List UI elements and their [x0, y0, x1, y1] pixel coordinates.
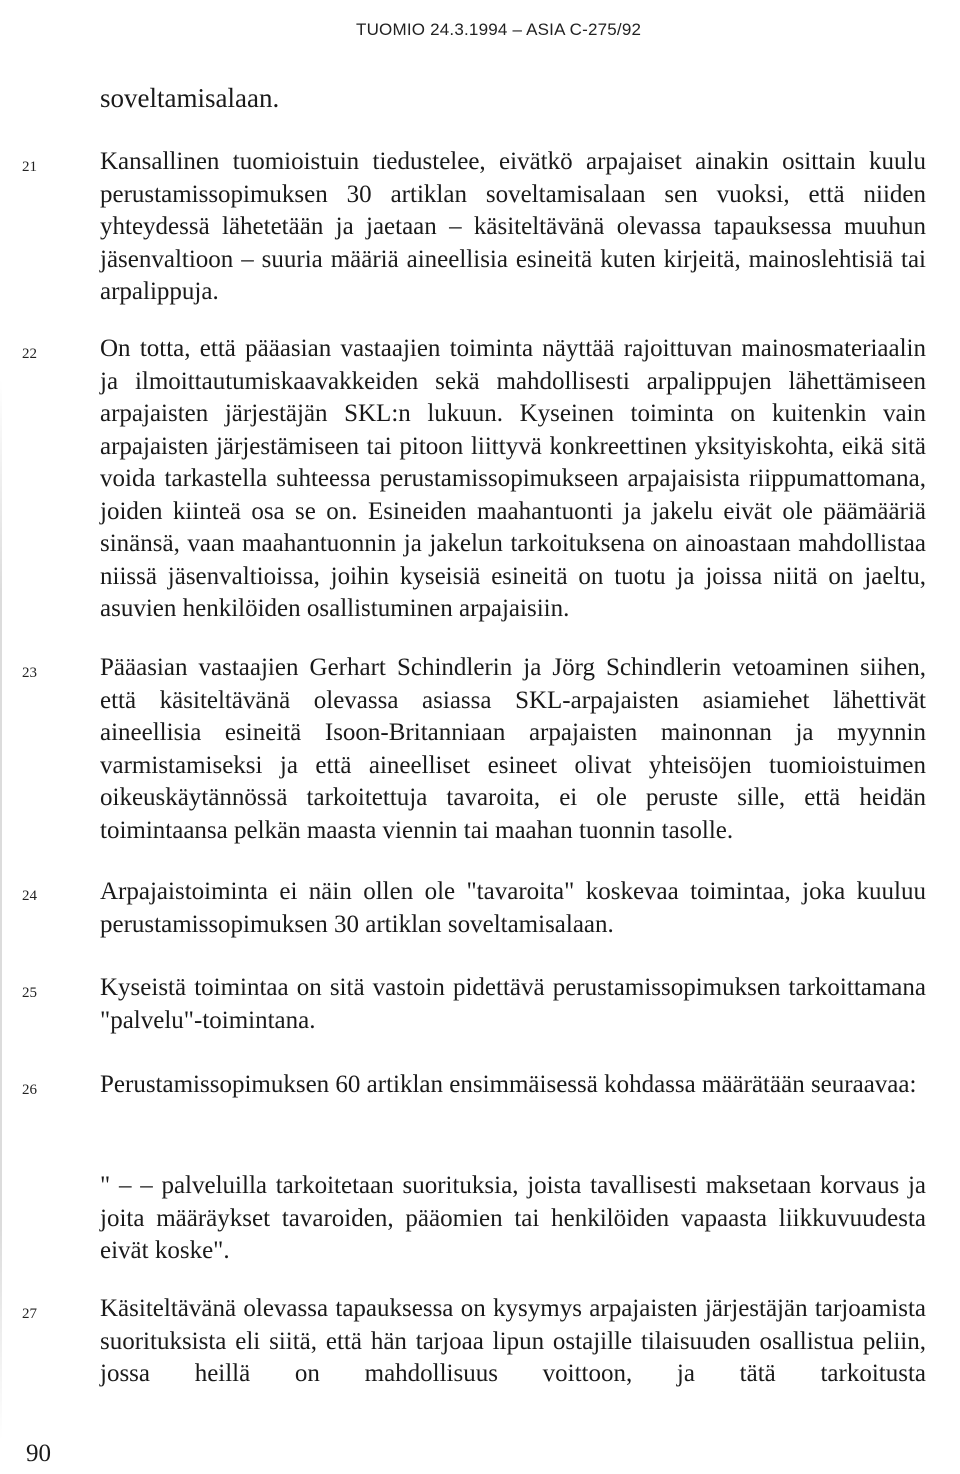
paragraph-number: 25 — [22, 985, 37, 1001]
paragraph-text: Kansallinen tuomioistuin tiedustelee, eivätkö arpajaiset ainakin osittain kuulu perustamissopimuksen 30 artiklan soveltamisalaan sen vuoksi, että niiden yhteydessä lähetetään ja jaetaan – käsiteltävänä olevassa tapauksessa muuhun jäsenvaltioon – suuria määriä aineellisia esineitä kuten kirjeitä, mainoslehtisiä tai arpalippuja. — [100, 148, 926, 305]
paragraph-text: Pääasian vastaajien Gerhart Schindlerin ja Jörg Schindlerin vetoaminen siihen, että käsiteltävänä olevassa asiassa SKL-arpajaisten asiamiehet lähettivät aineellisia esineitä Isoon-Britanniaan arpajaisten mainonnan ja myynnin varmistamiseksi ja että aineelliset esineet olivat yhteisöjen tuomioistuimen oikeuskäytännössä tarkoitettuja tavaroita, ei ole peruste sille, että heidän toimintaansa pelkän maasta viennin tai maahan tuonnin tasolle. — [100, 654, 926, 844]
page-number: 90 — [26, 1440, 51, 1467]
running-header: TUOMIO 24.3.1994 – ASIA C-275/92 — [356, 20, 642, 39]
carryover-text: soveltamisalaan. — [100, 83, 280, 113]
paragraph-number: 22 — [22, 346, 37, 362]
paragraph-text: Perustamissopimuksen 60 artiklan ensimmäisessä kohdassa määrätään seuraavaa: — [100, 1071, 917, 1098]
paragraph-number: 26 — [22, 1082, 37, 1098]
paragraph-number: 23 — [22, 665, 37, 681]
paragraph-text: Kyseistä toimintaa on sitä vastoin pidettävä perustamissopimuksen tarkoittamana "palvelu"-toimintana. — [100, 974, 926, 1034]
paragraph-text: Arpajaistoiminta ei näin ollen ole "tavaroita" koskevaa toimintaa, joka kuuluu perustamissopimuksen 30 artiklan soveltamisalaan. — [100, 878, 926, 938]
paragraph-number: 27 — [22, 1306, 37, 1322]
paragraph-text: Käsiteltävänä olevassa tapauksessa on kysymys arpajaisten järjestäjän tarjoamista suorituksista eli siitä, että hän tarjoaa lipun ostajille tilaisuuden osallistua peliin, jossa heillä on mahdollisuus voittoon, ja tätä tarkoitusta — [100, 1295, 926, 1387]
paragraph-number: 21 — [22, 159, 37, 175]
scan-margin-shadow — [0, 380, 2, 1440]
block-quotation: " – – palveluilla tarkoitetaan suorituksia, joista tavallisesti maksetaan korvaus ja joita määräykset tavaroiden, pääomien tai henkilöiden vapaasta liikkuvuudesta eivät koske". — [100, 1172, 926, 1264]
paragraph-number: 24 — [22, 888, 37, 904]
paragraph-text: On totta, että pääasian vastaajien toiminta näyttää rajoittuvan mainosmateriaalin ja ilmoittautumiskaavakkeiden sekä mahdollisesti arpalippujen lähettämiseen arpajaisten järjestäjän SKL:n lukuun. Kyseinen toiminta on kuitenkin vain arpajaisten järjestämiseen tai pitoon liittyvä konkreettinen yksityiskohta, eikä sitä voida tarkastella suhteessa perustamissopimukseen arpajaisista riippumattomana, joiden kiinteä osa se on. Esineiden maahantuonti ja jakelu eivät ole päämääriä sinänsä, vaan maahantuonnin ja jakelun tarkoituksena on ainoastaan mahdollistaa niissä jäsenvaltioissa, joihin kyseisiä esineitä on tuotu ja joissa niitä on jaeltu, asuvien henkilöiden osallistuminen arpajaisiin. — [100, 335, 926, 622]
